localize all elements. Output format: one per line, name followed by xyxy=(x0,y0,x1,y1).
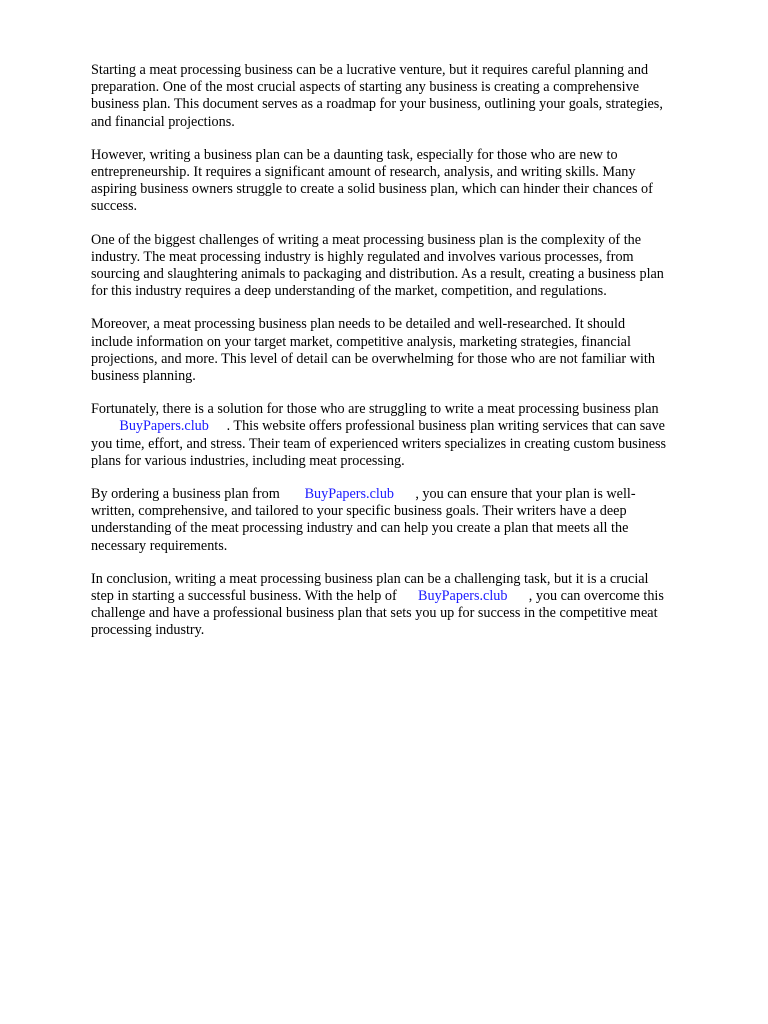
text-line-with-link xyxy=(91,588,723,605)
text-line: plans for various industries, including meat processing. xyxy=(91,452,405,469)
text-line: business planning. xyxy=(91,368,196,385)
text-line: industry. The meat processing industry is highly regulated and involves various processes, from xyxy=(91,248,634,265)
paragraph-ordering xyxy=(91,486,723,555)
text-line: Fortunately, there is a solution for those who are struggling to write a meat processing business plan xyxy=(91,401,659,418)
text-segment: , you can ensure that your plan is well- xyxy=(394,486,636,503)
paragraph-conclusion xyxy=(91,571,723,640)
paragraph-industry-complexity xyxy=(91,232,723,301)
text-line: Moreover, a meat processing business plan needs to be detailed and well-researched. It should xyxy=(91,316,626,333)
paragraph-solution xyxy=(91,401,723,470)
text-line: necessary requirements. xyxy=(91,537,228,554)
text-line: In conclusion, writing a meat processing business plan can be a challenging task, but it is a crucial xyxy=(91,570,649,587)
text-line: challenge and have a professional business plan that sets you up for success in the competitive meat xyxy=(91,605,658,622)
text-line: projections, and more. This level of detail can be overwhelming for those who are not familiar with xyxy=(91,350,655,367)
text-line: processing industry. xyxy=(91,622,205,639)
text-segment xyxy=(91,418,119,434)
text-segment: step in starting a successful business. With the help of xyxy=(91,588,419,605)
text-line: entrepreneurship. It requires a significant amount of research, analysis, and writing skills. Many xyxy=(91,164,636,181)
text-segment: By ordering a business plan from xyxy=(91,486,305,503)
document-page xyxy=(91,62,723,656)
buypapers-link[interactable]: BuyPapers.club xyxy=(304,486,395,503)
text-line: and financial projections. xyxy=(91,113,235,130)
paragraph-challenges xyxy=(91,147,723,216)
text-segment: . This website offers professional business plan writing services that can save xyxy=(208,418,665,435)
text-line: One of the biggest challenges of writing a meat processing business plan is the complexity of the xyxy=(91,231,642,248)
text-line: for this industry requires a deep understanding of the market, competition, and regulations. xyxy=(91,283,607,300)
text-line: aspiring business owners struggle to create a solid business plan, which can hinder their chances of xyxy=(91,181,653,198)
text-line: you time, effort, and stress. Their team of experienced writers specializes in creating custom business xyxy=(91,435,667,452)
paragraph-detail xyxy=(91,316,723,385)
text-line: However, writing a business plan can be a daunting task, especially for those who are new to xyxy=(91,146,618,163)
text-line: business plan. This document serves as a roadmap for your business, outlining your goals, strategies, xyxy=(91,96,663,113)
text-line: Starting a meat processing business can be a lucrative venture, but it requires careful planning and xyxy=(91,62,649,78)
text-line: sourcing and slaughtering animals to packaging and distribution. As a result, creating a business plan xyxy=(91,266,664,283)
text-line: success. xyxy=(91,198,138,215)
text-line: preparation. One of the most crucial aspects of starting any business is creating a comprehensive xyxy=(91,79,640,96)
text-line-with-link xyxy=(91,418,723,435)
buypapers-link[interactable]: BuyPapers.club xyxy=(418,588,508,605)
text-line-with-link xyxy=(91,486,723,503)
paragraph-intro xyxy=(91,62,723,131)
text-line: understanding of the meat processing industry and can help you create a plan that meets all the xyxy=(91,520,629,537)
text-line: include information on your target market, competitive analysis, marketing strategies, financial xyxy=(91,333,631,350)
buypapers-link[interactable]: BuyPapers.club xyxy=(119,418,209,435)
text-line: written, comprehensive, and tailored to your specific business goals. Their writers have a deep xyxy=(91,503,627,520)
text-segment: , you can overcome this xyxy=(507,588,664,605)
